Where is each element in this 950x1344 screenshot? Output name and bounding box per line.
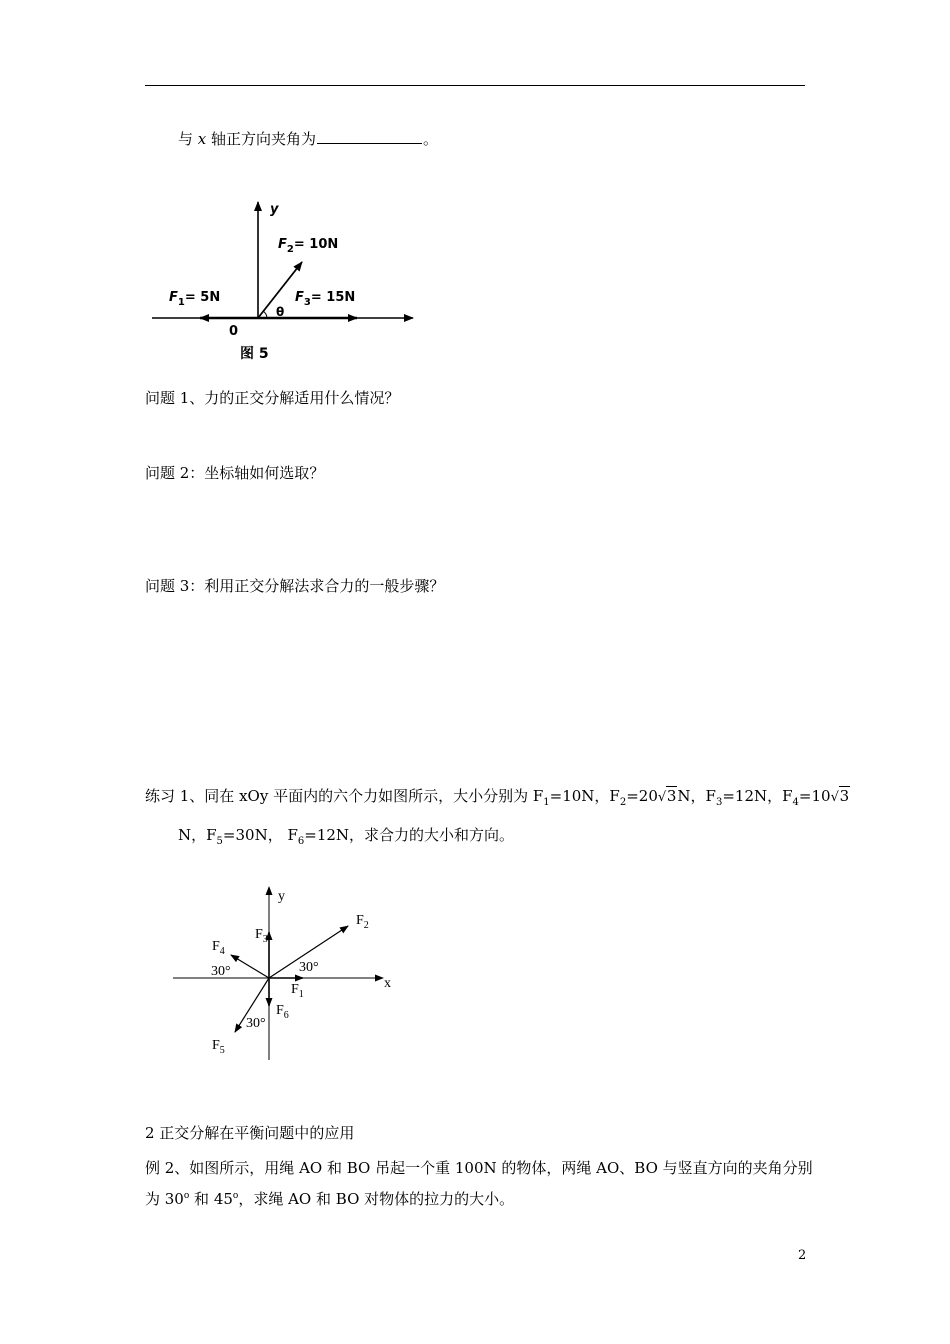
- fig5-f3-label: $F_3= 15N$: [295, 290, 356, 308]
- fig5-f1-label: $F_1= 5N$: [169, 290, 221, 308]
- force-f4-arrow: [231, 955, 269, 978]
- section-2-heading: 2 正交分解在平衡问题中的应用: [145, 1124, 355, 1142]
- figure-5: [145, 195, 425, 370]
- fig5-y-label: y: [270, 202, 279, 217]
- question-3: 问题 3：利用正交分解法求合力的一般步骤？: [145, 577, 445, 595]
- example-2-line-1: 例 2、如图所示，用绳 AO 和 BO 吊起一个重 100N 的物体，两绳 AO、BO 与竖直方向的夹角分别: [145, 1159, 813, 1177]
- label-f6: $F_6$: [276, 1003, 289, 1021]
- fig5-theta-label: θ: [276, 305, 285, 319]
- angle-lower: 30°: [246, 1016, 266, 1031]
- fig5-caption: 图 5: [240, 346, 269, 362]
- label-f1: $F_1$: [291, 982, 304, 1000]
- angle-upper-right: 30°: [299, 960, 319, 975]
- sqrt-symbol: √ 3: [657, 787, 677, 805]
- sqrt-symbol: √ 3: [830, 787, 850, 805]
- figure-six-forces: [165, 880, 410, 1065]
- example-2-line-2: 为 30$^o$ 和 45$^o$，求绳 AO 和 BO 对物体的拉力的大小。: [145, 1190, 515, 1208]
- fig5-origin-label: 0: [229, 324, 239, 339]
- exercise-1-line-2: N，$F_5=30N$， $F_6=12N$，求合力的大小和方向。: [178, 826, 515, 847]
- question-1: 问题 1、力的正交分解适用什么情况？: [145, 389, 400, 407]
- label-f3: $F_3$: [255, 927, 268, 945]
- text-angle-with-x-axis: 与 x 轴正方向夹角为 。: [178, 130, 439, 148]
- label-f5: $F_5$: [212, 1038, 225, 1056]
- question-2: 问题 2：坐标轴如何选取？: [145, 464, 325, 482]
- label-f4: $F_4$: [212, 939, 225, 957]
- fig5-f2-label: $F_2= 10N$: [278, 237, 339, 255]
- page-number: 2: [798, 1248, 807, 1263]
- label-f2: $F_2$: [356, 913, 369, 931]
- answer-blank: [317, 129, 422, 144]
- exercise-1-line-1: 练习 1、同在 xOy 平面内的六个力如图所示，大小分别为 $F_1=10N$，$F_2=20$ √ 3N，$F_3=12N$，$F_4=10$ √ 3: [145, 787, 850, 808]
- header-rule: [145, 85, 805, 86]
- fig-x-label: x: [384, 976, 391, 991]
- fig-y-label: y: [278, 889, 285, 904]
- angle-upper-left: 30°: [211, 964, 231, 979]
